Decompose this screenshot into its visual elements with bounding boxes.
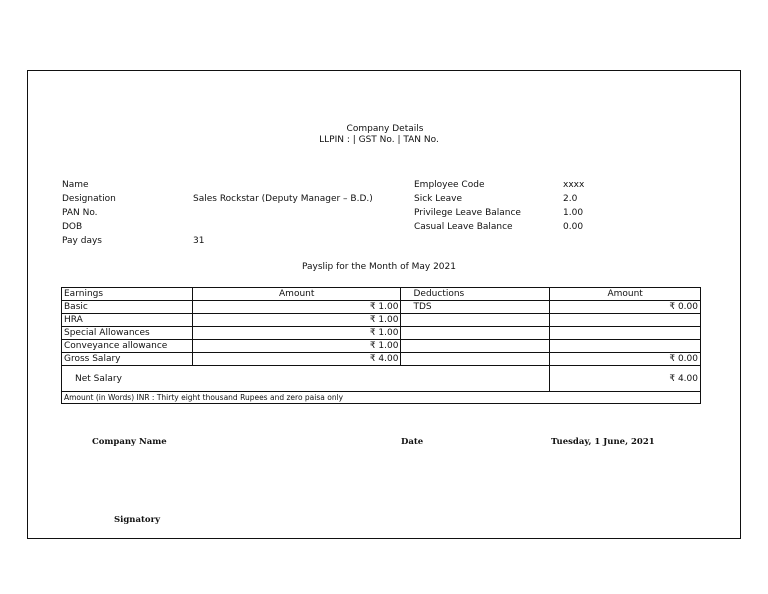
earning-amount: ₹ 1.00	[192, 301, 401, 314]
deduction-amount: ₹ 0.00	[550, 301, 701, 314]
deduction-amount	[550, 314, 701, 327]
table-row	[62, 314, 701, 327]
earnings-amount-header: Amount	[192, 288, 401, 301]
earnings-header: Earnings	[62, 288, 193, 301]
table-row	[62, 340, 701, 353]
deductions-header: Deductions	[401, 288, 550, 301]
dob-label: DOB	[62, 222, 83, 232]
company-registration-line: LLPIN : | GST No. | TAN No.	[319, 135, 439, 145]
earning-label: Special Allowances	[62, 327, 193, 340]
date-label: Date	[401, 437, 424, 447]
table-row	[62, 301, 701, 314]
pan-label: PAN No.	[62, 208, 98, 218]
pay-days-value: 31	[193, 236, 205, 246]
employee-code-value: xxxx	[563, 180, 585, 190]
earning-amount: ₹ 1.00	[192, 314, 401, 327]
gross-salary-row	[62, 353, 701, 366]
deduction-label: TDS	[401, 301, 550, 314]
pay-days-label: Pay days	[62, 236, 102, 246]
signatory-label: Signatory	[114, 515, 161, 525]
deduction-amount	[550, 327, 701, 340]
earning-label: HRA	[62, 314, 193, 327]
table-row	[62, 327, 701, 340]
designation-label: Designation	[62, 194, 116, 204]
company-name: Company Name	[92, 437, 167, 447]
gross-salary-amount: ₹ 4.00	[192, 353, 401, 366]
privilege-leave-label: Privilege Leave Balance	[414, 208, 521, 218]
deduction-label	[401, 340, 550, 353]
payslip-month-title: Payslip for the Month of May 2021	[302, 262, 456, 272]
privilege-leave-value: 1.00	[563, 208, 584, 218]
employee-code-label: Employee Code	[414, 180, 485, 190]
date-value: Tuesday, 1 June, 2021	[551, 437, 655, 447]
deduction-amount	[550, 340, 701, 353]
deductions-amount-header: Amount	[550, 288, 701, 301]
earning-amount: ₹ 1.00	[192, 327, 401, 340]
net-salary-amount: ₹ 4.00	[550, 366, 701, 392]
amount-in-words: Amount (in Words) INR : Thirty eight thousand Rupees and zero paisa only	[62, 392, 701, 404]
earning-label: Conveyance allowance	[62, 340, 193, 353]
payslip-page	[27, 70, 741, 539]
table-header-row	[62, 288, 701, 301]
deduction-label	[401, 327, 550, 340]
sick-leave-label: Sick Leave	[414, 194, 463, 204]
earnings-deductions-table	[61, 287, 701, 404]
name-label: Name	[62, 180, 89, 190]
net-salary-row	[62, 366, 701, 392]
earning-amount: ₹ 1.00	[192, 340, 401, 353]
deduction-label	[401, 314, 550, 327]
gross-deduction-label	[401, 353, 550, 366]
amount-in-words-row	[62, 392, 701, 404]
net-salary-label: Net Salary	[62, 366, 550, 392]
casual-leave-value: 0.00	[563, 222, 584, 232]
designation-value: Sales Rockstar (Deputy Manager – B.D.)	[193, 194, 373, 204]
casual-leave-label: Casual Leave Balance	[414, 222, 513, 232]
earning-label: Basic	[62, 301, 193, 314]
total-deductions-amount: ₹ 0.00	[550, 353, 701, 366]
sick-leave-value: 2.0	[563, 194, 578, 204]
company-details-title: Company Details	[346, 124, 424, 134]
gross-salary-label: Gross Salary	[62, 353, 193, 366]
